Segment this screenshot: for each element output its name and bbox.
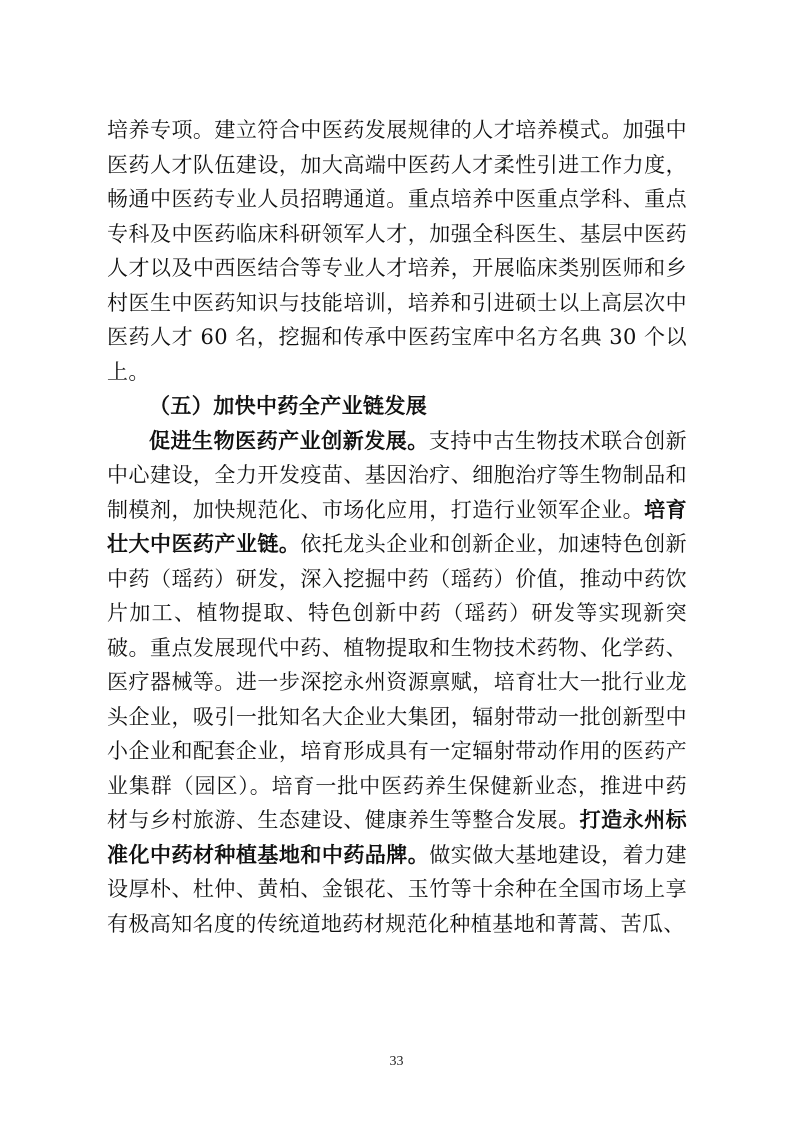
document-body: [107, 113, 687, 941]
section-heading-text: （五）加快中药全产业链发展: [149, 393, 428, 418]
bold-lead-biomedicine: 促进生物医药产业创新发展。: [149, 427, 429, 453]
paragraph-text: 依托龙头企业和创新企业，加速特色创新中药（瑶药）研发，深入挖掘中药（瑶药）价值，推动中药饮片加工、植物提取、特色创新中药（瑶药）研发等实现新突破。重点发展现代中药、植物提取和生物技术药物、化学药、医疗器械等。进一步深挖永州资源禀赋，培育壮大一批行业龙头企业，吸引一批知名大企业大集团，辐射带动一批创新型中小企业和配套企业，培育形成具有一定辐射带动作用的医药产业集群（园区）。培育一批中医药养生保健新业态，推进中药材与乡村旅游、生态建设、健康养生等整合发展。: [107, 532, 687, 832]
bold-lead-industry-chain: 培育壮大中医药产业链。: [107, 496, 687, 556]
section-heading: [107, 389, 687, 424]
paragraph-continuation: [107, 113, 687, 389]
bold-lead-planting-base: 打造永州标准化中药材种植基地和中药品牌。: [107, 807, 687, 867]
paragraph-text: 支持中古生物技术联合创新中心建设，全力开发疫苗、基因治疗、细胞治疗等生物制品和制模剂，加快规范化、市场化应用，打造行业领军企业。: [107, 428, 687, 522]
page-number: 33: [389, 1054, 404, 1069]
paragraph-text: 培养专项。建立符合中医药发展规律的人才培养模式。加强中医药人才队伍建设，加大高端中医药人才柔性引进工作力度，畅通中医药专业人员招聘通道。重点培养中医重点学科、重点专科及中医药临床科研领军人才，加强全科医生、基层中医药人才以及中西医结合等专业人才培养，开展临床类别医师和乡村医生中医药知识与技能培训，培养和引进硕士以上高层次中医药人才 60 名，挖掘和传承中医药宝库中名方名典 30 个以上。: [107, 118, 687, 384]
paragraph-body: [107, 424, 687, 942]
paragraph-text: 做实做大基地建设，着力建设厚朴、杜仲、黄柏、金银花、玉竹等十余种在全国市场上享有极高知名度的传统道地药材规范化种植基地和菁蒿、苦瓜、: [107, 842, 687, 936]
